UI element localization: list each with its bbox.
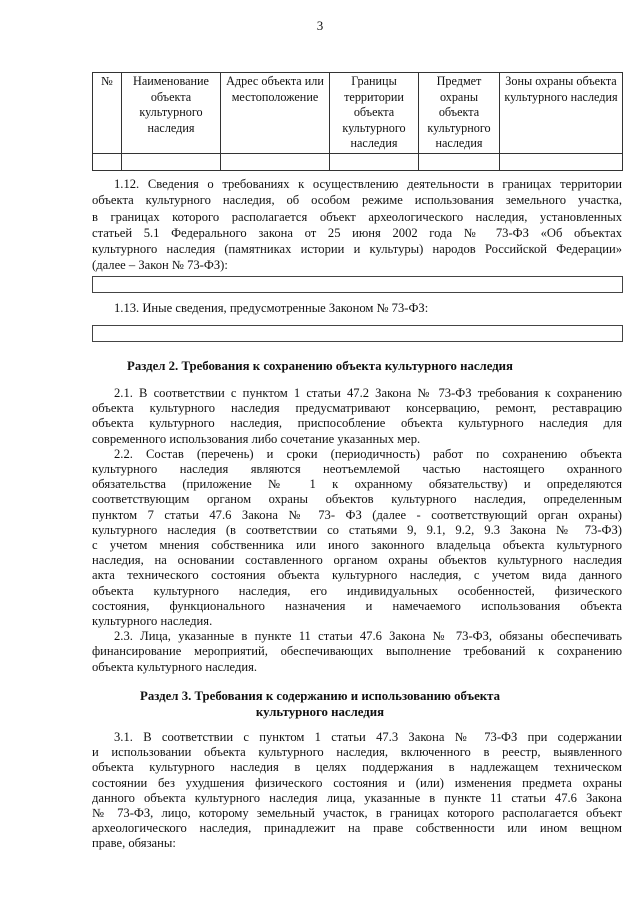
heading-line: культурного наследия <box>255 705 385 719</box>
col-boundaries: Границы территории объекта культурного наследия <box>330 73 419 154</box>
text-line: наследия, на основании составленного органом охраны объектов культурного наследия <box>92 553 622 568</box>
col-number: № <box>93 73 122 154</box>
paragraph-3-1 <box>92 730 622 852</box>
text-line: современного использования либо сочетание указанных мер. <box>92 431 421 446</box>
input-box-1-12[interactable] <box>92 276 623 293</box>
paragraph-1-12 <box>92 176 622 274</box>
col-zones: Зоны охраны объекта культурного наследия <box>500 73 623 154</box>
heritage-table <box>92 72 623 171</box>
text-line: археологического наследия, принадлежит на праве собственности или ином вещном <box>92 821 622 836</box>
text-line: данного объекта культурного наследия лица, указанные в пункте 11 статьи 47.6 Закона <box>92 790 622 805</box>
text-line: культурного наследия являются неотъемлемой частью настоящего охранного <box>92 462 622 477</box>
text-line: состояния, функционального назначения и намечаемого использования объекта <box>92 598 622 613</box>
text-line: культурного наследия (памятниках истории и культуры) народов Российской Федерации» <box>92 242 622 257</box>
text-line: и использовании объекта культурного наследия, включенного в реестр, выявленного <box>92 745 622 760</box>
table-cell[interactable] <box>93 153 122 170</box>
text-line: объекта культурного наследия, об особом режиме использования земельного участка, <box>92 193 622 208</box>
text-line: объекта культурного наследия, его индивидуальных особенностей, физического <box>92 583 622 598</box>
text-line: (далее – Закон № 73-ФЗ): <box>92 258 228 273</box>
text-line: соответствующим органом охраны объектов культурного наследия, определенным <box>92 492 622 507</box>
text-line: 2.3. Лица, указанные в пункте 11 статьи 47.6 Закона № 73-ФЗ, обязаны обеспечивать <box>114 629 622 644</box>
col-address: Адрес объекта или местоположение <box>221 73 330 154</box>
table-cell[interactable] <box>419 153 500 170</box>
paragraph-2-1 <box>92 386 622 675</box>
text-line: пунктом 7 статьи 47.6 Закона № 73- ФЗ (далее - соответствующий орган охраны) <box>92 507 622 522</box>
text-line: 1.13. Иные сведения, предусмотренные Законом № 73-ФЗ: <box>114 301 429 315</box>
table-header-row <box>93 73 623 154</box>
text-line: объекта культурного наследия. <box>92 659 258 674</box>
text-line: 2.2. Состав (перечень) и сроки (периодичность) работ по сохранению объекта <box>114 446 622 461</box>
paragraph-1-13 <box>92 300 622 316</box>
text-line: культурного наследия (в соответствии со статьями 9, 9.1, 9.2, 9.3 Закона № 73-ФЗ) <box>92 522 622 537</box>
text-line: культурного наследия. <box>92 614 213 629</box>
text-line: 2.1. В соответствии с пунктом 1 статьи 47.2 Закона № 73-ФЗ требования к сохранению <box>114 386 622 400</box>
text-line: объекта культурного наследия, приспособление объекта культурного наследия для <box>92 416 622 431</box>
table-cell[interactable] <box>330 153 419 170</box>
table-cell[interactable] <box>500 153 623 170</box>
page-number: 3 <box>316 18 324 33</box>
col-subject: Предмет охраны объекта культурного наследия <box>419 73 500 154</box>
text-line: обязательства (приложение № 1 к охранному обязательству) и определяются <box>92 477 622 492</box>
text-line: праве, обязаны: <box>92 836 176 851</box>
table-cell[interactable] <box>122 153 221 170</box>
text-line: объекта культурного наследия предусматривают консервацию, ремонт, реставрацию <box>92 401 622 416</box>
text-line: 3.1. В соответствии с пунктом 1 статьи 47.3 Закона № 73-ФЗ при содержании <box>114 730 622 744</box>
table-cell[interactable] <box>221 153 330 170</box>
text-line: финансирование мероприятий, обеспечивающих выполнение требований к сохранению <box>92 644 622 659</box>
text-line: № 73-ФЗ, лицо, которому земельный участок, в границах которого располагается объект <box>92 806 622 821</box>
text-line: в границах которого располагается объект археологического наследия, установленных <box>92 209 622 224</box>
table-row <box>93 153 623 170</box>
col-name: Наименование объекта культурного наследия <box>122 73 221 154</box>
section-3-heading <box>0 688 640 720</box>
text-line: статьей 5.1 Федерального закона от 25 июня 2002 года № 73-ФЗ «Об объектах <box>92 225 622 240</box>
input-box-1-13[interactable] <box>92 325 623 342</box>
text-line: объекта культурного наследия в целях поддержания в надлежащем техническом <box>92 760 622 775</box>
text-line: с учетом мнения собственника или иного законного владельца объекта культурного <box>92 538 622 553</box>
text-line: 1.12. Сведения о требованиях к осуществлению деятельности в границах территории <box>114 177 622 191</box>
text-line: состоянии без ухудшения физического состояния и (или) изменения предмета охраны <box>92 775 622 790</box>
text-line: акта технического состояния объекта культурного наследия, с учетом вида данного <box>92 568 622 583</box>
heading-line: Раздел 3. Требования к содержанию и использованию объекта <box>140 689 500 703</box>
section-2-heading: Раздел 2. Требования к сохранению объекта культурного наследия <box>127 359 513 373</box>
